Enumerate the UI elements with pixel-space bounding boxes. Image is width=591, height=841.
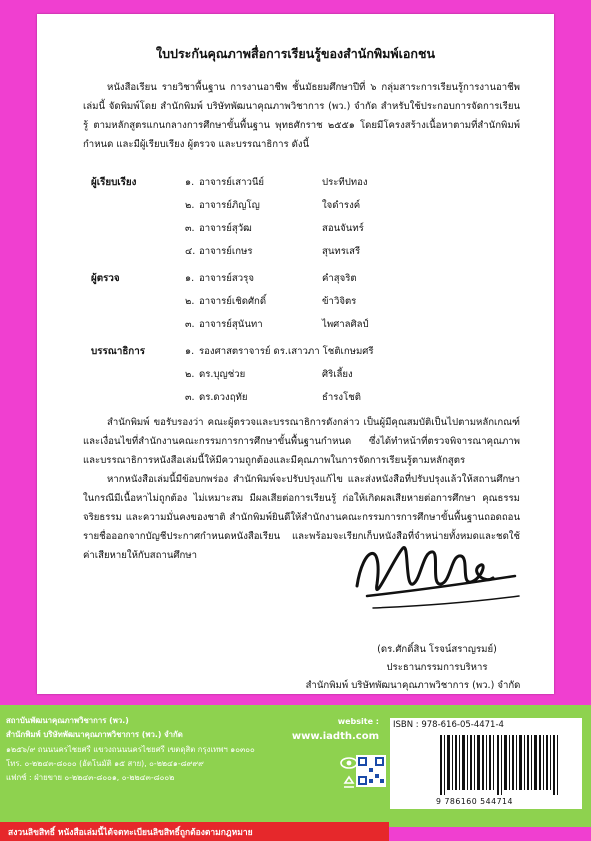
certification-paragraph	[83, 413, 520, 470]
footer-publisher: สำนักพิมพ์ บริษัทพัฒนาคุณภาพวิชาการ (พว.) จำกัด	[6, 730, 183, 739]
signature	[343, 526, 523, 622]
back-cover-footer	[0, 705, 591, 838]
signature-image	[343, 526, 523, 618]
editor-entry: ๒. ดร.บุญช่วย ศิริเลี้ยง	[185, 369, 353, 380]
footer-fax: แฟกซ์ : ฝ่ายขาย ๐-๒๒๔๓-๘๐๐๑, ๐-๒๒๔๓-๘๐๐๒	[6, 773, 175, 782]
copyright-bar	[0, 822, 389, 841]
website-label: website :	[337, 717, 379, 726]
footer-org: สถาบันพัฒนาคุณภาพวิชาการ (พว.)	[6, 716, 129, 725]
footer-address: ๑๒๕๖/๙ ถนนนครไชยศรี แขวงถนนนครไชยศรี เขตดุสิต กรุงเทพฯ ๑๐๓๐๐	[6, 745, 255, 754]
signer-name: (ดร.ศักดิ์สิน โรจน์สราญรมย์)	[377, 644, 497, 655]
isbn-text: ISBN : 978-616-05-4471-4	[393, 720, 504, 730]
editor-entry: ๓. ดร.ดวงฤทัย ธำรงโชติ	[185, 392, 361, 403]
certification-text: สำนักพิมพ์ ขอรับรองว่า คณะผู้ตรวจและบรรณาธิการดังกล่าว เป็นผู้มีคุณสมบัติเป็นไปตามหลักเกณฑ์และเงื่อนไขที่สำนักงานคณะกรรมการการศึกษาขั้นพื้นฐานกำหนด ซึ่งได้ทำหน้าที่ตรวจพิจารณาคุณภาพและบรรณาธิการหนังสือเล่มนี้ให้มีความถูกต้องและมีคุณภาพในการจัดการเรียนรู้ตามหลักสูตร	[83, 417, 520, 466]
intro-text: หนังสือเรียน รายวิชาพื้นฐาน การงานอาชีพ ชั้นมัธยมศึกษาปีที่ ๖ กลุ่มสาระการเรียนรู้การงานอาชีพ เล่มนี้ จัดพิมพ์โดย สำนักพิมพ์ บริษัทพัฒนาคุณภาพวิชาการ (พว.) จำกัด สำหรับใช้ประกอบการจัดการเรียนรู้ ตามหลักสูตรแกนกลางการศึกษาขั้นพื้นฐาน พุทธศักราช ๒๕๕๑ โดยมีโครงสร้างเนื้อหาตามที่สำนักพิมพ์กำหนด และมีผู้เรียบเรียง ผู้ตรวจ และบรรณาธิการ ดังนี้	[83, 82, 520, 150]
writer-entry: ๑. อาจารย์เสาวนีย์ ประทีปทอง	[185, 177, 368, 188]
signer-position: ประธานกรรมการบริหาร	[386, 662, 488, 673]
role-label-reviewers: ผู้ตรวจ	[91, 273, 120, 284]
reviewer-entry: ๒. อาจารย์เชิดศักดิ์ ข้าวิจิตร	[185, 296, 357, 307]
writer-entry: ๒. อาจารย์ภิญโญ ใจดำรงค์	[185, 200, 361, 211]
barcode-image	[440, 735, 570, 795]
reviewer-entry: ๑. อาจารย์สวรุจ คำสุจริต	[185, 273, 357, 284]
copyright-text: สงวนลิขสิทธิ์ หนังสือเล่มนี้ได้จดทะเบียนลิขสิทธิ์ถูกต้องตามกฎหมาย	[8, 828, 253, 838]
intro-paragraph	[83, 78, 520, 154]
recycle-icon	[341, 775, 357, 795]
barcode-number: 9 786160 544714	[436, 797, 513, 806]
qr-code[interactable]	[356, 755, 386, 787]
writer-entry: ๓. อาจารย์สุวัฒ สอนจันทร์	[185, 223, 364, 234]
writer-entry: ๔. อาจารย์เกษร สุนทรเสรี	[185, 246, 361, 257]
role-label-writers: ผู้เรียบเรียง	[91, 177, 137, 188]
signer-company: สำนักพิมพ์ บริษัทพัฒนาคุณภาพวิชาการ (พว.) จำกัด	[305, 680, 521, 691]
document-title: ใบประกันคุณภาพสื่อการเรียนรู้ของสำนักพิมพ์เอกชน	[156, 46, 435, 61]
reviewer-entry: ๓. อาจารย์สุนันทา ไพศาลศิลป์	[185, 319, 369, 330]
footer-phone: โทร. ๐-๒๒๔๓-๘๐๐๐ (อัตโนมัติ ๑๕ สาย), ๐-๒๒๔๑-๘๙๙๙	[6, 759, 204, 768]
document-page	[37, 14, 554, 694]
liability-text: หากหนังสือเล่มนี้มีข้อบกพร่อง สำนักพิมพ์จะปรับปรุงแก้ไข และส่งหนังสือที่ปรับปรุงแล้วให้สถานศึกษา ในกรณีมีเนื้อหาไม่ถูกต้อง ไม่เหมาะสม มีผลเสียต่อการเรียนรู้ ก่อให้เกิดผลเสียหายต่อการศึกษา คุณธรรม จริยธรรม และความมั่นคงของชาติ สำนักพิมพ์ยินดีให้สำนักงานคณะกรรมการการศึกษาขั้นพื้นฐานถอดถอนรายชื่อออกจากบัญชีประกาศกำหนดหนังสือเรียน และพร้อมจะเรียกเก็บหนังสือที่จำหน่ายทั้งหมดและชดใช้ค่าเสียหายให้กับสถานศึกษา	[83, 474, 520, 561]
website-url[interactable]: www.iadth.com	[291, 731, 379, 742]
role-label-editors: บรรณาธิการ	[91, 346, 146, 357]
editor-entry: ๑. รองศาสตราจารย์ ดร.เสาวภา โชติเกษมศรี	[185, 346, 374, 357]
